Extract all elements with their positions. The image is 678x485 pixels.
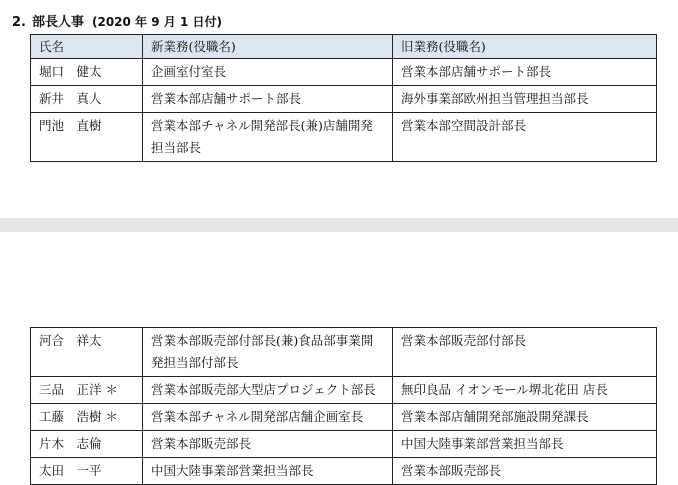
table-row [31, 59, 657, 86]
table-row [31, 377, 657, 404]
header-old-role: 旧業務(役職名) [393, 35, 657, 59]
person-name: 堀口 健太 [31, 59, 143, 86]
section-number: 2. [12, 15, 26, 30]
new-role: 営業本部チャネル開発部店舗企画室長 [143, 404, 393, 431]
table-row [31, 86, 657, 113]
person-name: 三品 正洋 ＊ [31, 377, 143, 404]
old-role: 無印良品 イオンモール堺北花田 店長 [393, 377, 657, 404]
page-break-divider [0, 218, 678, 232]
old-role: 営業本部店舗開発部施設開発課長 [393, 404, 657, 431]
table-header-row [31, 35, 657, 59]
person-name: 新井 真人 [31, 86, 143, 113]
section-date: (2020 年 9 月 1 日付) [92, 15, 222, 29]
table-row [31, 431, 657, 458]
person-name: 太田 一平 [31, 458, 143, 485]
old-role: 営業本部販売部付部長 [393, 328, 657, 377]
table-row [31, 113, 657, 162]
new-role: 営業本部販売部大型店プロジェクト部長 [143, 377, 393, 404]
new-role: 営業本部チャネル開発部長(兼)店舗開発担当部長 [143, 113, 393, 162]
old-role: 中国大陸事業部営業担当部長 [393, 431, 657, 458]
new-role: 営業本部販売部付部長(兼)食品部事業開発担当部付部長 [143, 328, 393, 377]
old-role: 営業本部空間設計部長 [393, 113, 657, 162]
new-role: 営業本部店舗サポート部長 [143, 86, 393, 113]
header-name: 氏名 [31, 35, 143, 59]
table-row [31, 328, 657, 377]
person-name: 門池 直樹 [31, 113, 143, 162]
old-role: 営業本部店舗サポート部長 [393, 59, 657, 86]
new-role: 企画室付室長 [143, 59, 393, 86]
old-role: 営業本部販売部長 [393, 458, 657, 485]
new-role: 中国大陸事業部営業担当部長 [143, 458, 393, 485]
table-row [31, 458, 657, 485]
section-title: 部長人事 [31, 15, 84, 30]
person-name: 片木 志倫 [31, 431, 143, 458]
personnel-table-top [30, 34, 657, 162]
person-name: 工藤 浩樹 ＊ [31, 404, 143, 431]
section-heading [12, 11, 222, 30]
new-role: 営業本部販売部長 [143, 431, 393, 458]
table-row [31, 404, 657, 431]
old-role: 海外事業部欧州担当管理担当部長 [393, 86, 657, 113]
personnel-table-bottom [30, 327, 657, 485]
header-new-role: 新業務(役職名) [143, 35, 393, 59]
person-name: 河合 祥太 [31, 328, 143, 377]
